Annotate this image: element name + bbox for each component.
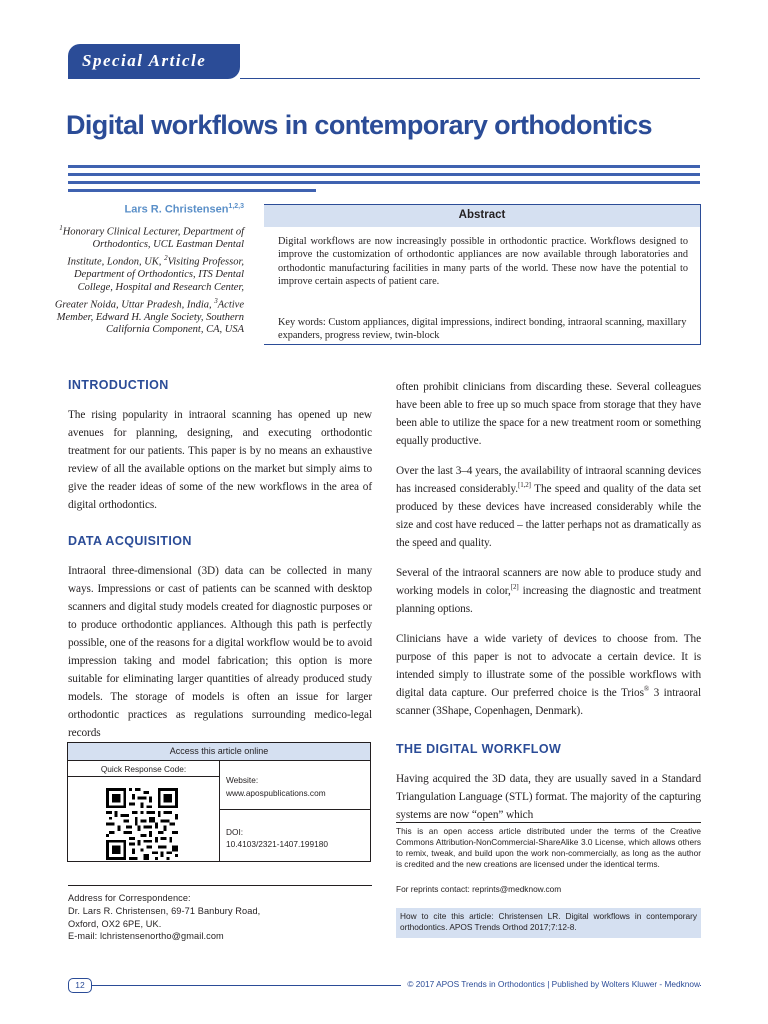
website-link[interactable]: www.apospublications.com	[226, 788, 326, 798]
title-stripes	[68, 165, 700, 189]
doi-link[interactable]: 10.4103/2321-1407.199180	[226, 839, 328, 849]
introduction-text: The rising popularity in intraoral scanning has opened up new avenues for planning, designing, and executing orthodontic treatment for our patients. This paper is by no means an exhaustive review of all the available options on the market but simply aims to give the reader ideas of some of the new workflows in the area of digital orthodontics.	[68, 409, 372, 511]
qr-label: Quick Response Code:	[68, 761, 219, 777]
paragraph-devices: Clinicians have a wide variety of devices to choose from. The purpose of this paper is not to advocate a certain device. It is intended simply to illustrate some of the possible workflows with digital data capture. Our preferred choice is the Trios® 3 intraoral scanner (3Shape, Copenhagen, Denmark).	[396, 633, 701, 717]
article-title: Digital workflows in contemporary orthodontics	[66, 110, 652, 140]
access-online-box	[67, 742, 371, 862]
correspondence-line1: Dr. Lars R. Christensen, 69-71 Banbury Road,	[68, 905, 261, 916]
left-column	[68, 378, 372, 742]
paragraph-availability: Over the last 3–4 years, the availability of intraoral scanning devices has increased considerably.[1,2] The speed and quality of the data set produced by these devices have increased considerably while the size and cost have reduced – the latter perhaps not as dramatically as the speed and quality.	[396, 465, 702, 549]
author-affiliation: $^1$Honorary Clinical Lecturer, Department of Orthodontics, UCL Eastman Dental Institute, London, UK, $^2$Visiting Professor, Department of Orthodontics, ITS Dental College, Hospital and Research Center, Greater Noida, Uttar Pradesh, India, $^3$Active Member, Edward H. Angle Society, Southern California Component, CA, USA	[54, 224, 244, 336]
correspondence-label: Address for Correspondence:	[68, 893, 191, 903]
right-column	[396, 378, 701, 824]
article-type-tag	[68, 44, 240, 79]
heading-digital-workflow: THE DIGITAL WORKFLOW	[396, 742, 562, 756]
qr-code-icon[interactable]	[106, 788, 178, 860]
correspondence-address	[68, 892, 372, 943]
citation-box: How to cite this article: Christensen LR. Digital workflows in contemporary orthodontics. APOS Trends Orthod 2017;7:12-8.	[396, 908, 701, 938]
correspondence-email[interactable]: E-mail: lchristensenortho@gmail.com	[68, 931, 224, 942]
article-type-label: Special Article	[82, 51, 207, 70]
data-acquisition-text: Intraoral three-dimensional (3D) data can be collected in many ways. Impressions or cast of patients can be scanned with desktop scanners and digital study models created for diagnostic purposes or to produce orthodontic appliances. Although this path is perfectly possible, one of the reasons for a digital workflow would be to avoid impression taking and model fabrication; this option is more suitable for eliminating larger quantities of already produced study models. The storage of models is often an issue for larger orthodontic practices as regulations surrounding medico-legal records	[68, 565, 373, 739]
access-header: Access this article online	[68, 743, 370, 761]
paragraph-storage: often prohibit clinicians from discarding these. Several colleagues have been able to free up so much space from storage that they have been able to utilize the space for a new treatment room or something equally productive.	[396, 381, 701, 447]
author-name: Lars R. Christensen$^{1,2,3}$	[124, 203, 244, 216]
reprints-contact: For reprints contact: reprints@medknow.com	[396, 884, 562, 894]
abstract-text: Digital workflows are now increasingly possible in orthodontic practice. Workflows designed to improve the customization of orthodontic appliances are now available through laboratories and orthodontic manufacturing facilities in many parts of the world. These now have the potential to improve certain aspects of patient care.	[278, 236, 688, 287]
open-access-note: This is an open access article distributed under the terms of the Creative Commons Attribution-NonCommercial-ShareAlike 3.0 License, which allows others to remix, tweak, and build upon the work non-commercially, as long as the author is credited and the new creations are licensed under the identical terms.	[396, 826, 701, 869]
correspondence-line2: Oxford, OX2 6PE, UK.	[68, 918, 162, 929]
abstract-keywords: Key words: Custom appliances, digital impressions, indirect bonding, intraoral scanning, maxillary expanders, progress review, twin-block	[278, 317, 687, 342]
header-rule	[240, 78, 700, 79]
doi-label: DOI:	[226, 827, 244, 837]
heading-introduction: INTRODUCTION	[68, 378, 169, 392]
abstract-title: Abstract	[264, 205, 700, 227]
digital-workflow-text: Having acquired the 3D data, they are usually saved in a Standard Triangulation Language (STL) format. The majority of the capturing systems are now “open” which	[396, 773, 701, 821]
qr-cell	[68, 761, 220, 861]
heading-data-acquisition: DATA ACQUISITION	[68, 534, 192, 548]
abstract-box	[264, 204, 701, 345]
website-label: Website:	[226, 775, 259, 785]
paragraph-color: Several of the intraoral scanners are now able to produce study and working models in color,[2] increasing the diagnostic and treatment planning options.	[396, 567, 702, 615]
footer-copyright: © 2017 APOS Trends in Orthodontics | Published by Wolters Kluwer - Medknow	[401, 979, 700, 989]
page-number: 12	[68, 978, 92, 993]
